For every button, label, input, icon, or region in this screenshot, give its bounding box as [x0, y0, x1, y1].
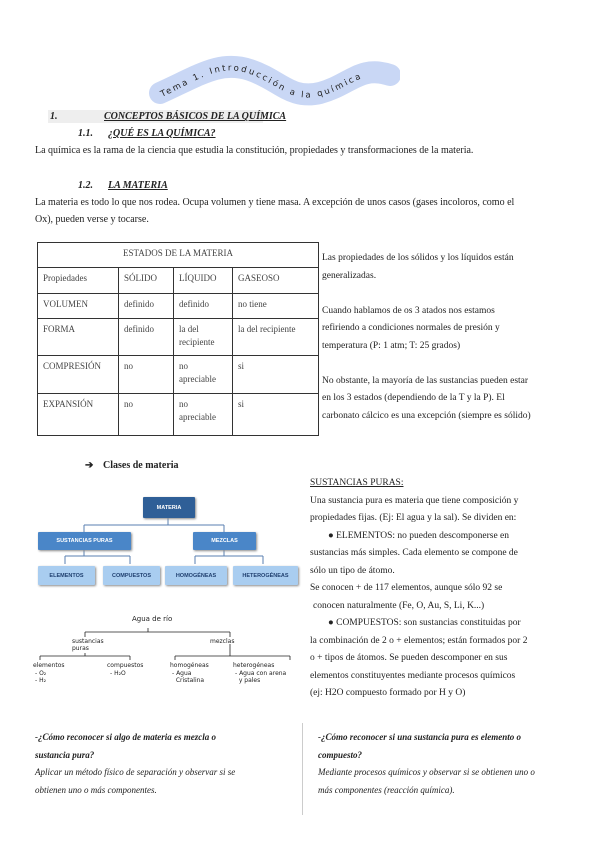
column-divider — [302, 723, 303, 815]
hw-heterogeneas: heterogéneas — [233, 662, 275, 669]
note-line: temperatura (P: 1 atm; T: 25 grados) — [322, 340, 461, 351]
answer-text: Mediante procesos químicos y observar si se obtienen uno o — [318, 767, 535, 777]
table-cell: si — [233, 356, 319, 394]
text-line: elementos constituyentes mediante procesos químicos — [310, 670, 516, 681]
table-cell: no — [119, 394, 174, 436]
hw-compuestos: compuestos — [107, 662, 144, 669]
note-line: refiriendo a condiciones normales de presión y — [322, 323, 500, 333]
table-cell: definido — [174, 294, 233, 319]
answer-text: Aplicar un método físico de separación y observar si se — [35, 767, 236, 777]
question-2 — [318, 729, 535, 799]
arrow-icon: ➔ — [85, 460, 94, 471]
text-line: sustancias más simples. Cada elemento se compone de — [310, 548, 518, 558]
question-text: -¿Cómo reconocer si una sustancia pura es elemento o — [318, 732, 522, 742]
heading-12: LA MATERIA — [108, 180, 168, 191]
table-cell: COMPRESIÓN — [38, 356, 119, 394]
answer-text: más componentes (reacción química). — [318, 784, 455, 795]
hw-root: Agua de río — [132, 615, 173, 623]
pure-substances-title: SUSTANCIAS PURAS: — [310, 478, 404, 488]
table-header: LÍQUIDO — [174, 268, 233, 294]
bullet-item: ● COMPUESTOS: son sustancias constituidas por — [328, 618, 521, 628]
table-cell: no — [119, 356, 174, 394]
table-cell: no apreciable — [174, 356, 233, 394]
table-cell: no apreciable — [174, 394, 233, 436]
answer-text: obtienen uno o más componentes. — [35, 784, 157, 795]
text-line: o + tipos de átomos. Se pueden descomponer en sus — [310, 653, 508, 663]
table-row — [38, 394, 319, 436]
table-row — [38, 319, 319, 356]
diagram-node-heterogeneas: HETEROGÉNEAS — [233, 566, 298, 585]
diagram-node-sustancias-puras: SUSTANCIAS PURAS — [38, 532, 131, 550]
text-line: Se conocen + de 117 elementos, aunque sólo 92 se — [310, 583, 503, 593]
heading-11: ¿QUÉ ES LA QUÍMICA? — [108, 128, 216, 139]
note-line: en los 3 estados (dependiendo de la T y la P). El — [322, 393, 505, 403]
table-header: GASEOSO — [233, 268, 319, 294]
heading-1-number: 1. — [50, 111, 58, 122]
table-cell: la del recipiente — [174, 319, 233, 356]
hw-homogeneas: homogéneas — [170, 662, 209, 669]
question-text: compuesto? — [318, 749, 362, 760]
hw-sustancias-puras: sustancias puras — [72, 638, 104, 652]
diagram-node-materia: MATERIA — [143, 497, 195, 518]
note-line: generalizadas. — [322, 270, 377, 281]
table-header: Propiedades — [38, 268, 119, 294]
question-text: sustancia pura? — [35, 749, 95, 760]
heading-1: CONCEPTOS BÁSICOS DE LA QUÍMICA — [104, 111, 287, 122]
table-header: SÓLIDO — [119, 268, 174, 294]
note-line: Las propiedades de los sólidos y los líquidos están — [322, 253, 514, 263]
table-row — [38, 294, 319, 319]
title-banner — [140, 45, 400, 110]
text-line: sólo un tipo de átomo. — [310, 565, 395, 576]
hw-compuestos-items: - H₂O — [110, 670, 126, 677]
note-line: Cuando hablamos de os 3 atados nos estamos — [322, 305, 495, 316]
diagram-node-elementos: ELEMENTOS — [38, 566, 95, 585]
hw-elementos-items: - O₂ - H₂ — [35, 670, 47, 684]
matter-text: Ox), pueden verse y tocarse. — [35, 214, 149, 225]
note-line: carbonato cálcico es una excepción (siempre es sólido) — [322, 410, 531, 421]
side-notes — [322, 250, 531, 425]
table-cell: definido — [119, 294, 174, 319]
table-cell: si — [233, 394, 319, 436]
diagram-node-homogeneas: HOMOGÉNEAS — [165, 566, 227, 585]
diagram-node-mezclas: MEZCLAS — [193, 532, 256, 550]
question-text: -¿Cómo reconocer si algo de materia es mezcla o — [35, 732, 216, 742]
chemistry-definition: La química es la rama de la ciencia que estudia la constitución, propiedades y transformaciones de la materia. — [35, 145, 474, 156]
question-1 — [35, 729, 235, 799]
table-cell: VOLUMEN — [38, 294, 119, 319]
heading-11-number: 1.1. — [78, 128, 93, 139]
banner-title: Tema 1. Introducción a la química — [159, 63, 365, 101]
classes-heading: Clases de materia — [103, 460, 179, 471]
text-line: propiedades fijas. (Ej: El agua y la sal). Se dividen en: — [310, 513, 517, 523]
table-row — [38, 356, 319, 394]
note-line: No obstante, la mayoría de las sustancias pueden estar — [322, 375, 529, 386]
diagram-node-compuestos: COMPUESTOS — [103, 566, 160, 585]
matter-text: La materia es todo lo que nos rodea. Ocupa volumen y tiene masa. A excepción de unos casos (gases incoloros, como el — [35, 197, 515, 208]
heading-12-number: 1.2. — [78, 180, 93, 191]
states-table — [37, 242, 319, 436]
table-cell: definido — [119, 319, 174, 356]
hw-mezclas: mezclas — [210, 638, 235, 645]
pure-substances-section — [310, 475, 527, 703]
table-title: ESTADOS DE LA MATERIA — [38, 243, 319, 268]
table-cell: FORMA — [38, 319, 119, 356]
hw-homogeneas-items: - Agua Cristalina — [172, 670, 205, 684]
table-cell: no tiene — [233, 294, 319, 319]
table-cell: EXPANSIÓN — [38, 394, 119, 436]
text-line: (ej: H2O compuesto formado por H y O) — [310, 688, 466, 698]
hw-heterogeneas-items: - Agua con arena y pales — [235, 670, 287, 684]
text-line: Una sustancia pura es materia que tiene composición y — [310, 495, 519, 506]
table-cell: la del recipiente — [233, 319, 319, 356]
text-line: la combinación de 2 o + elementos; están formados por 2 — [310, 635, 528, 646]
bullet-item: ● ELEMENTOS: no pueden descomponerse en — [328, 530, 510, 541]
text-line: conocen naturalmente (Fe, O, Au, S, Li, K...) — [313, 600, 485, 611]
hw-elementos: elementos — [33, 662, 65, 669]
